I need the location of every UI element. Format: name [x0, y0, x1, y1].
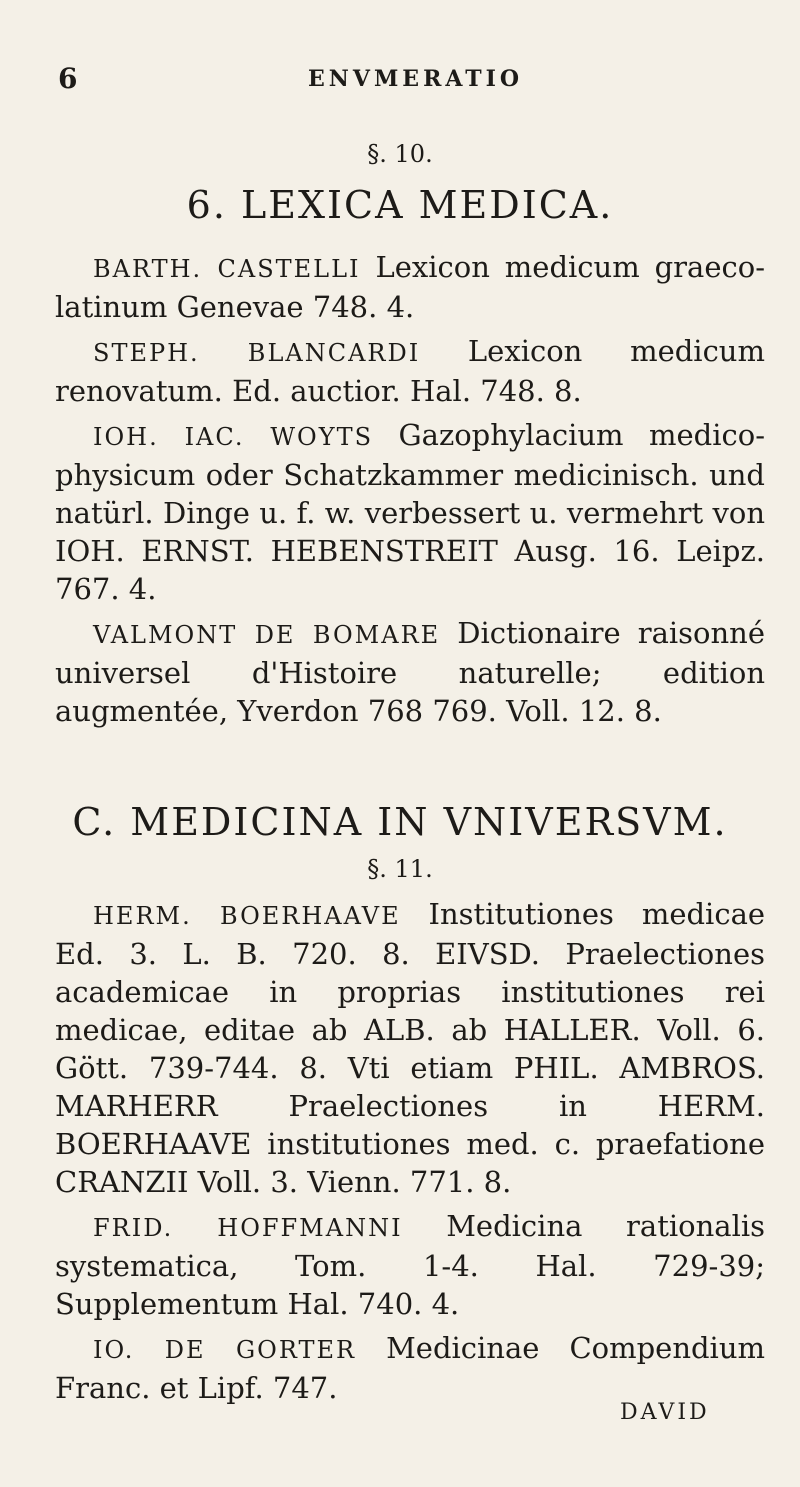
entry-author: HERM. BOERHAAVE	[93, 902, 401, 930]
entry	[55, 332, 765, 410]
entry	[55, 416, 765, 608]
page-number: 6	[58, 62, 78, 95]
medicina-entries	[55, 895, 765, 1413]
section-heading-lexica: 6. LEXICA MEDICA.	[186, 183, 614, 227]
entry-text: Lexicon medicum graeco-latinum Genevae 748. 4.	[55, 250, 765, 324]
entry	[55, 614, 765, 730]
paragraph-mark-10: §. 10.	[367, 140, 433, 168]
entry-text: Institutiones medicae Ed. 3. L. B. 720. 8. EIVSD. Praelectiones academicae in proprias institutiones rei medicae, editae ab ALB. ab HALLER. Voll. 6. Gött. 739-744. 8. Vti etiam PHIL. AMBROS. MARHERR Praelectiones in HERM. BOERHAAVE institutiones med. c. praefatione CRANZII Voll. 3. Vienn. 771. 8.	[55, 897, 766, 1199]
entry	[55, 895, 765, 1201]
catchword: DAVID	[620, 1400, 710, 1425]
entry-author: STEPH. BLANCARDI	[93, 339, 421, 367]
entry-text: Gazophylacium medico-physicum oder Schatzkammer medicinisch. und natürl. Dinge u. f. w. verbessert u. vermehrt von IOH. ERNST. HEBENSTREIT Ausg. 16. Leipz. 767. 4.	[55, 418, 766, 606]
entry-author: FRID. HOFFMANNI	[93, 1214, 403, 1242]
page-header	[58, 62, 658, 102]
running-head: ENVMERATIO	[308, 66, 524, 92]
entry	[55, 1207, 765, 1323]
entry-author: IO. DE GORTER	[93, 1336, 357, 1364]
entry-author: VALMONT DE BOMARE	[93, 621, 441, 649]
entry-author: IOH. IAC. WOYTS	[93, 423, 374, 451]
entry-text: Medicina rationalis systematica, Tom. 1-4. Hal. 729-39; Supplementum Hal. 740. 4.	[55, 1209, 765, 1321]
entry-text: Lexicon medicum renovatum. Ed. auctior. Hal. 748. 8.	[55, 334, 765, 408]
entry-text: Dictionaire raisonné universel d'Histoire naturelle; edition augmentée, Yverdon 768 769. Voll. 12. 8.	[55, 616, 765, 728]
entry-author: BARTH. CASTELLI	[93, 255, 361, 283]
entry-text: Medicinae Compendium Franc. et Lipf. 747.	[55, 1331, 766, 1405]
entry	[55, 248, 765, 326]
entry	[55, 1329, 765, 1407]
lexica-entries	[55, 248, 765, 736]
section-heading-medicina: C. MEDICINA IN VNIVERSVM.	[72, 800, 728, 844]
paragraph-mark-11: §. 11.	[367, 855, 433, 883]
